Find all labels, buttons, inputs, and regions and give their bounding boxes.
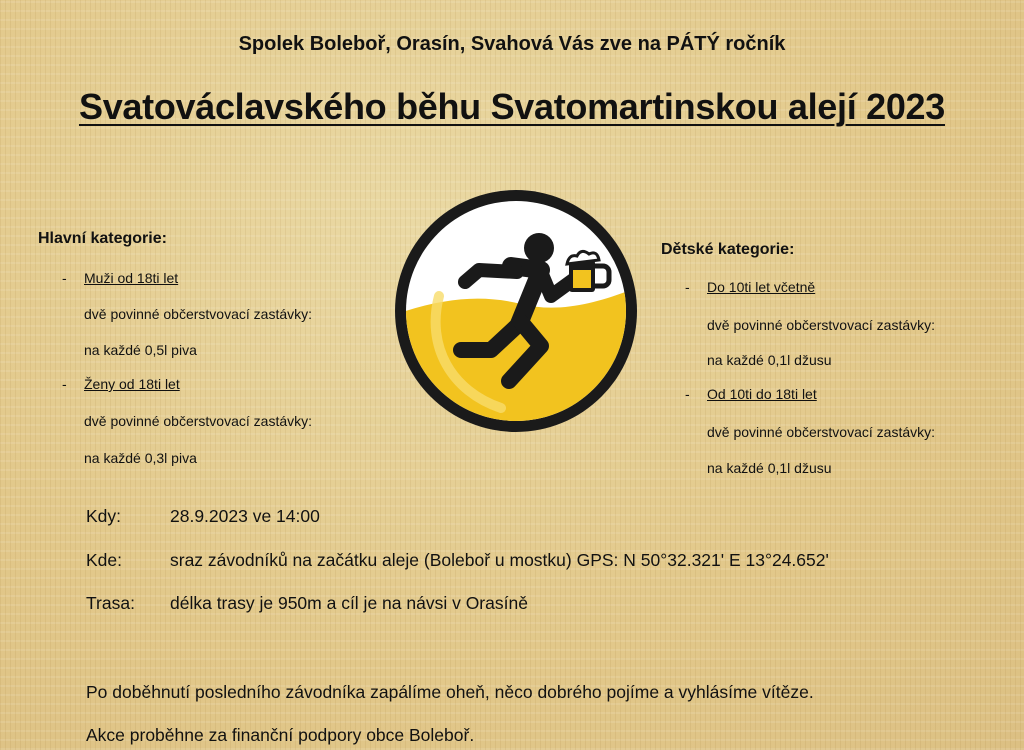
category-rule-under-10-line1: dvě povinné občerstvovací zastávky: bbox=[707, 317, 936, 333]
sponsor-note: Akce proběhne za finanční podpory obce Boleboř. bbox=[86, 725, 475, 745]
category-label-10-to-18: Od 10ti do 18ti let bbox=[707, 386, 817, 402]
where-value: sraz závodníků na začátku aleje (Boleboř u mostku) GPS: N 50°32.321' E 13°24.652' bbox=[170, 550, 829, 570]
category-label-women: Ženy od 18ti let bbox=[84, 376, 180, 392]
closing-note: Po doběhnutí posledního závodníka zapálíme oheň, něco dobrého pojíme a vyhlásíme vítěze. bbox=[86, 682, 814, 702]
event-invitation-subtitle: Spolek Boleboř, Orasín, Svahová Vás zve na PÁTÝ ročník bbox=[238, 33, 786, 55]
category-rule-men-line1: dvě povinné občerstvovací zastávky: bbox=[84, 306, 313, 322]
bullet-dash: - bbox=[685, 386, 690, 402]
bullet-dash: - bbox=[62, 376, 67, 392]
category-rule-women-line2: na každé 0,3l piva bbox=[84, 450, 197, 466]
main-categories bbox=[38, 230, 398, 480]
category-rule-women-line1: dvě povinné občerstvovací zastávky: bbox=[84, 413, 313, 429]
kids-categories bbox=[661, 241, 1011, 491]
main-categories-heading: Hlavní kategorie: bbox=[38, 230, 167, 247]
category-rule-men-line2: na každé 0,5l piva bbox=[84, 342, 197, 358]
bullet-dash: - bbox=[62, 270, 67, 286]
category-rule-under-10-line2: na každé 0,1l džusu bbox=[707, 352, 832, 368]
event-details bbox=[86, 506, 1006, 626]
bullet-dash: - bbox=[685, 279, 690, 295]
runner-with-beer-icon bbox=[391, 186, 641, 436]
category-rule-10-to-18-line2: na každé 0,1l džusu bbox=[707, 460, 832, 476]
when-value: 28.9.2023 ve 14:00 bbox=[170, 506, 320, 526]
where-label: Kde: bbox=[86, 550, 122, 570]
category-label-under-10: Do 10ti let včetně bbox=[707, 279, 816, 295]
category-rule-10-to-18-line1: dvě povinné občerstvovací zastávky: bbox=[707, 424, 936, 440]
route-value: délka trasy je 950m a cíl je na návsi v Orasíně bbox=[170, 593, 528, 613]
category-label-men: Muži od 18ti let bbox=[84, 270, 179, 286]
when-label: Kdy: bbox=[86, 506, 122, 526]
event-title: Svatováclavského běhu Svatomartinskou alejí 2023 bbox=[78, 86, 945, 127]
route-label: Trasa: bbox=[86, 593, 135, 613]
kids-categories-heading: Dětské kategorie: bbox=[661, 241, 795, 258]
